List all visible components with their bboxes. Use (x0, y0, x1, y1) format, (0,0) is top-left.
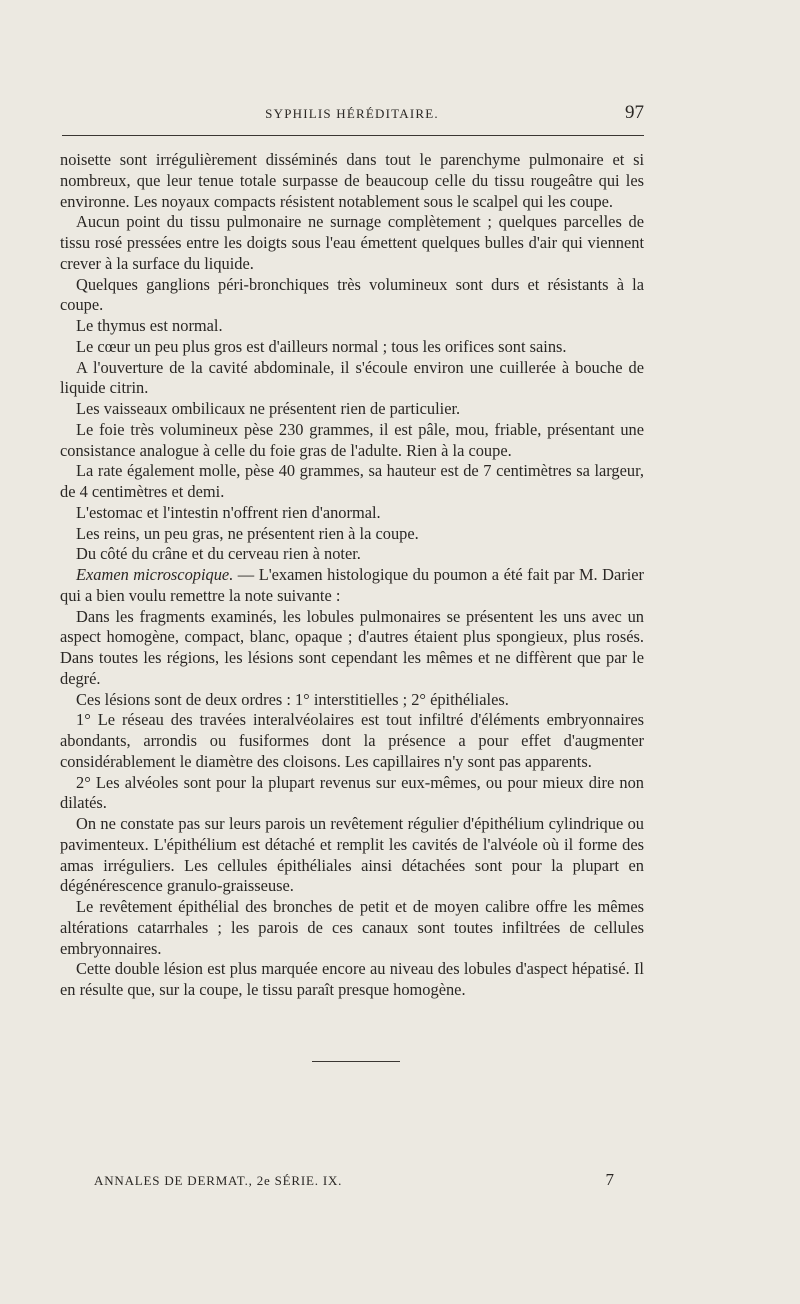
running-title: SYPHILIS HÉRÉDITAIRE. (265, 106, 439, 121)
paragraph: Le foie très volumineux pèse 230 grammes, il est pâle, mou, friable, présentant une consistance analogue à celle du foie gras de l'adulte. Rien à la coupe. (60, 419, 644, 460)
paragraph: Le cœur un peu plus gros est d'ailleurs normal ; tous les orifices sont sains. (76, 336, 567, 356)
paragraph-microscopic (60, 565, 644, 607)
running-head (60, 102, 644, 126)
paragraph: Aucun point du tissu pulmonaire ne surnage complètement ; quelques parcelles de tissu rosé pressées entre les doigts sous l'eau émettent quelques bulles d'air qui viennent crever à la surface du liquide. (60, 212, 644, 273)
paragraph: Le thymus est normal. (76, 316, 223, 335)
paragraph: Les vaisseaux ombilicaux ne présentent rien de particulier. (76, 399, 461, 418)
paragraph: 2° Les alvéoles sont pour la plupart revenus sur eux-mêmes, ou pour mieux dire non dilatés. (60, 772, 644, 813)
microscopic-text: — L'examen histologique du poumon a été fait par M. Darier qui a bien voulu remettre la note suivante : (60, 565, 644, 605)
page-number: 97 (625, 102, 644, 123)
paragraph: Ces lésions sont de deux ordres : 1° interstitielles ; 2° épithéliales. (76, 689, 509, 709)
paragraph: Du côté du crâne et du cerveau rien à noter. (76, 544, 361, 564)
paragraph: Quelques ganglions péri-bronchiques très volumineux sont durs et résistants à la coupe. (60, 274, 644, 315)
signature-mark: 7 (605, 1170, 614, 1189)
paragraph: noisette sont irrégulièrement disséminés dans tout le parenchyme pulmonaire et si nombreux, que leur tenue totale surpasse de beaucoup celle du tissu rougeâtre qui les environne. Les noyaux compacts résistent notablement sous le scalpel qui les coupe. (60, 150, 644, 211)
paragraph: Dans les fragments examinés, les lobules pulmonaires se présentent les uns avec un aspect homogène, compact, blanc, opaque ; d'autres étaient plus spongieux, plus rosés. Dans toutes les régions, les lésions sont cependant les mêmes et ne diffèrent que par le degré. (60, 606, 644, 688)
paragraph: Les reins, un peu gras, ne présentent rien à la coupe. (76, 523, 419, 543)
page-footer (94, 1170, 614, 1194)
journal-reference: ANNALES DE DERMAT., 2e SÉRIE. IX. (94, 1173, 343, 1188)
paragraph: Cette double lésion est plus marquée encore au niveau des lobules d'aspect hépatisé. Il en résulte que, sur la coupe, le tissu paraît presque homogène. (60, 959, 644, 999)
paragraph: 1° Le réseau des travées interalvéolaires est tout infiltré d'éléments embryonnaires abondants, arrondis ou fusiformes dont la présence a pour effet d'augmenter considérablement le diamètre des cloisons. Les capillaires n'y sont pas apparents. (60, 710, 644, 771)
microscopic-heading: Examen microscopique. (76, 565, 234, 584)
paragraph: A l'ouverture de la cavité abdominale, il s'écoule environ une cuillerée à bouche de liquide citrin. (60, 357, 644, 398)
paragraph: Le revêtement épithélial des bronches de petit et de moyen calibre offre les mêmes altérations catarrhales ; les parois de ces canaux sont toutes infiltrées de cellules embryonnaires. (60, 897, 644, 958)
header-rule (62, 135, 644, 136)
paragraph: L'estomac et l'intestin n'offrent rien d'anormal. (76, 502, 381, 522)
section-end-rule (312, 1061, 400, 1062)
paragraph: La rate également molle, pèse 40 grammes, sa hauteur est de 7 centimètres sa largeur, de 4 centimètres et demi. (60, 461, 644, 501)
body-text (60, 150, 644, 1001)
paragraph: On ne constate pas sur leurs parois un revêtement régulier d'épithélium cylindrique ou pavimenteux. L'épithélium est détaché et remplit les cavités de l'alvéole où il forme des amas irréguliers. Les cellules épithéliales ainsi détachées sont pour la plupart en dégénérescence granulo-graisseuse. (60, 814, 644, 896)
